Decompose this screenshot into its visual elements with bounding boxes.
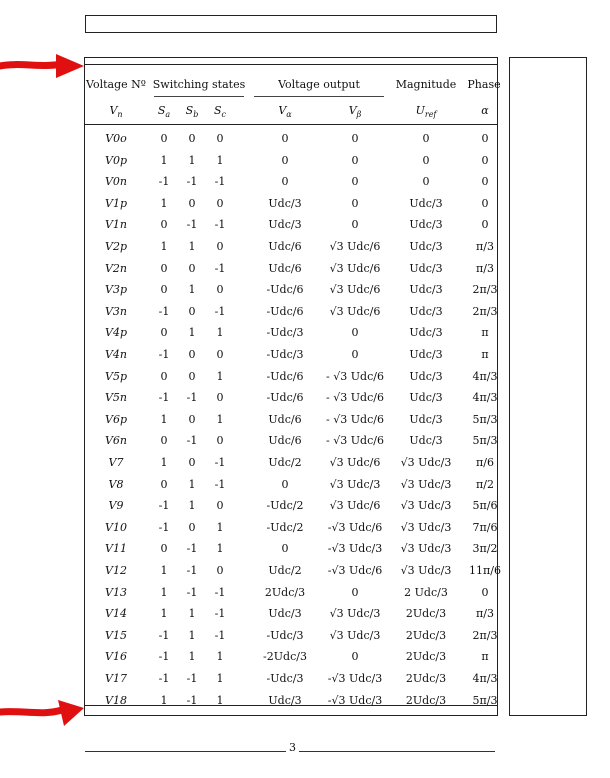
row-magnitude: √3 Udc/3 xyxy=(400,520,452,534)
row-phase: 2π/3 xyxy=(472,628,498,642)
row-phase: π/3 xyxy=(476,261,494,275)
row-v-beta: -√3 Udc/6 xyxy=(327,564,383,577)
table-top-rule xyxy=(84,64,498,65)
table-header-rule xyxy=(84,124,498,125)
row-sb: -1 xyxy=(186,585,198,599)
row-v-alpha: Udc/3 xyxy=(268,218,302,232)
header-sc: $S_c$ xyxy=(213,104,227,119)
row-sa: -1 xyxy=(158,520,170,534)
row-sc: 1 xyxy=(216,672,224,685)
row-voltage-name: V18 xyxy=(105,693,127,707)
table-row xyxy=(84,430,498,452)
row-v-alpha: -2Udc/3 xyxy=(263,650,307,664)
row-v-beta: -√3 Udc/3 xyxy=(327,672,383,685)
row-voltage-name: V11 xyxy=(105,542,127,556)
row-voltage-name: V7 xyxy=(108,456,124,469)
row-magnitude: 0 xyxy=(422,175,430,189)
row-voltage-name: V13 xyxy=(105,585,127,599)
row-v-beta: 0 xyxy=(351,196,359,210)
row-sa: -1 xyxy=(158,391,170,405)
row-voltage-name: V5n xyxy=(104,391,128,405)
row-phase: 4π/3 xyxy=(472,672,498,685)
row-voltage-name: V5p xyxy=(105,369,127,383)
table-row xyxy=(84,214,498,236)
row-sc: 0 xyxy=(216,240,224,253)
row-sb: 1 xyxy=(188,326,196,340)
switching-states-rule xyxy=(154,96,244,97)
row-magnitude: Udc/3 xyxy=(409,218,443,232)
row-v-alpha: -Udc/3 xyxy=(266,348,304,361)
row-voltage-name: V6n xyxy=(104,434,128,448)
row-v-beta: √3 Udc/3 xyxy=(329,628,381,642)
table-row xyxy=(84,603,498,625)
row-voltage-name: V4p xyxy=(105,326,127,340)
row-magnitude: √3 Udc/3 xyxy=(400,477,452,491)
row-magnitude: Udc/3 xyxy=(409,283,443,297)
row-phase: π/3 xyxy=(476,607,494,621)
row-sc: 0 xyxy=(216,434,224,448)
row-sc: 0 xyxy=(216,132,224,145)
row-v-alpha: 0 xyxy=(281,153,289,167)
row-sb: 1 xyxy=(188,650,196,664)
row-v-alpha: -Udc/6 xyxy=(266,283,304,297)
header-voltage-output: Voltage output xyxy=(278,78,360,91)
voltage-output-rule xyxy=(254,96,384,97)
row-sa: 1 xyxy=(160,196,168,210)
header-switching-states: Switching states xyxy=(152,78,246,91)
row-magnitude: 0 xyxy=(422,153,430,167)
row-v-alpha: -Udc/6 xyxy=(266,391,304,405)
row-sc: -1 xyxy=(214,456,226,469)
row-voltage-name: V2p xyxy=(105,240,127,253)
row-sb: 0 xyxy=(188,369,196,383)
row-sc: 1 xyxy=(216,693,224,707)
red-arrow-icon xyxy=(0,52,84,80)
row-voltage-name: V0n xyxy=(104,175,128,189)
row-sa: 0 xyxy=(160,261,168,275)
table-row xyxy=(84,193,498,215)
row-sa: 1 xyxy=(160,693,168,707)
row-voltage-name: V14 xyxy=(105,607,127,621)
page-number: 3 xyxy=(286,741,299,754)
row-phase: 3π/2 xyxy=(472,542,498,556)
row-v-alpha: 0 xyxy=(281,542,289,556)
row-sc: 1 xyxy=(216,520,224,534)
row-voltage-name: V6p xyxy=(105,412,127,426)
row-phase: 2π/3 xyxy=(472,304,498,318)
row-sb: 0 xyxy=(188,412,196,426)
row-sb: 1 xyxy=(188,283,196,297)
row-sa: 0 xyxy=(160,434,168,448)
row-v-alpha: 0 xyxy=(281,132,289,145)
row-voltage-name: V10 xyxy=(105,520,127,534)
row-phase: π xyxy=(481,348,489,361)
row-v-beta: 0 xyxy=(351,650,359,664)
row-v-beta: 0 xyxy=(351,175,359,189)
row-sc: 0 xyxy=(216,196,224,210)
row-v-beta: √3 Udc/6 xyxy=(329,261,381,275)
header-vbeta: $V_\beta$ xyxy=(348,104,362,119)
side-margin-box xyxy=(509,57,587,716)
row-sa: -1 xyxy=(158,672,170,685)
row-v-alpha: Udc/2 xyxy=(268,564,302,577)
header-phase: Phase xyxy=(467,78,501,91)
row-sb: 1 xyxy=(188,240,196,253)
row-sb: 1 xyxy=(188,153,196,167)
row-v-beta: -√3 Udc/6 xyxy=(327,520,383,534)
table-row xyxy=(84,171,498,193)
table-row xyxy=(84,668,498,690)
row-sc: 0 xyxy=(216,283,224,297)
row-magnitude: 2 Udc/3 xyxy=(404,585,448,599)
row-v-beta: 0 xyxy=(351,348,359,361)
table-row xyxy=(84,646,498,668)
row-sc: 1 xyxy=(216,153,224,167)
header-uref: $U_{ref}$ xyxy=(415,104,437,119)
row-sc: -1 xyxy=(214,261,226,275)
row-v-beta: -√3 Udc/3 xyxy=(327,693,383,707)
row-v-alpha: 0 xyxy=(281,175,289,189)
row-magnitude: Udc/3 xyxy=(409,261,443,275)
table-row xyxy=(84,560,501,582)
row-magnitude: √3 Udc/3 xyxy=(400,564,452,577)
row-v-alpha: -Udc/6 xyxy=(266,369,304,383)
row-v-beta: - √3 Udc/6 xyxy=(326,434,384,448)
row-sc: 0 xyxy=(216,348,224,361)
row-v-alpha: 0 xyxy=(281,477,289,491)
table-row xyxy=(84,387,498,409)
row-v-beta: √3 Udc/6 xyxy=(329,456,381,469)
row-magnitude: 2Udc/3 xyxy=(405,672,447,685)
row-sa: -1 xyxy=(158,304,170,318)
row-v-beta: -√3 Udc/3 xyxy=(327,542,383,556)
row-voltage-name: V12 xyxy=(105,564,127,577)
row-magnitude: 2Udc/3 xyxy=(405,650,447,664)
row-v-beta: √3 Udc/6 xyxy=(329,283,381,297)
row-sa: -1 xyxy=(158,628,170,642)
header-alpha: α xyxy=(481,104,489,117)
row-sc: -1 xyxy=(214,628,226,642)
row-v-alpha: -Udc/3 xyxy=(266,326,304,340)
row-sa: 1 xyxy=(160,153,168,167)
table-row xyxy=(84,301,498,323)
row-v-alpha: -Udc/2 xyxy=(266,520,304,534)
row-voltage-name: V4n xyxy=(104,348,128,361)
row-sb: 1 xyxy=(188,477,196,491)
row-v-beta: - √3 Udc/6 xyxy=(326,391,384,405)
row-sa: 0 xyxy=(160,326,168,340)
row-sc: 0 xyxy=(216,499,224,513)
row-phase: 0 xyxy=(481,585,489,599)
row-phase: π xyxy=(481,326,489,340)
red-arrow-icon xyxy=(0,698,84,728)
row-magnitude: Udc/3 xyxy=(409,196,443,210)
row-phase: 5π/3 xyxy=(472,412,498,426)
row-v-beta: √3 Udc/3 xyxy=(329,477,381,491)
row-magnitude: √3 Udc/3 xyxy=(400,499,452,513)
row-phase: 0 xyxy=(481,218,489,232)
row-sb: 1 xyxy=(188,628,196,642)
table-row xyxy=(84,582,498,604)
row-voltage-name: V16 xyxy=(105,650,127,664)
row-phase: 0 xyxy=(481,196,489,210)
row-v-alpha: Udc/6 xyxy=(268,261,302,275)
row-sb: 0 xyxy=(188,196,196,210)
row-phase: 11π/6 xyxy=(469,564,501,577)
row-sb: -1 xyxy=(186,218,198,232)
table-row xyxy=(84,625,498,647)
row-phase: π xyxy=(481,650,489,664)
row-sa: 0 xyxy=(160,132,168,145)
row-sa: -1 xyxy=(158,348,170,361)
row-magnitude: √3 Udc/3 xyxy=(400,542,452,556)
row-sb: 0 xyxy=(188,348,196,361)
header-placeholder-box xyxy=(85,15,497,33)
table-row xyxy=(84,322,498,344)
row-voltage-name: V0p xyxy=(105,153,127,167)
table-row xyxy=(84,344,498,366)
row-sb: 0 xyxy=(188,132,196,145)
row-sa: -1 xyxy=(158,650,170,664)
table-row xyxy=(84,236,498,258)
table-row xyxy=(84,150,498,172)
table-row xyxy=(84,409,498,431)
header-sb: $S_b$ xyxy=(185,104,199,119)
row-phase: π/2 xyxy=(476,477,494,491)
row-sa: 0 xyxy=(160,218,168,232)
row-phase: 0 xyxy=(481,175,489,189)
row-sb: -1 xyxy=(186,693,198,707)
row-sa: 1 xyxy=(160,607,168,621)
row-sb: -1 xyxy=(186,564,198,577)
table-row xyxy=(84,452,498,474)
row-sb: -1 xyxy=(186,434,198,448)
row-sb: 0 xyxy=(188,304,196,318)
row-voltage-name: V17 xyxy=(105,672,127,685)
row-magnitude: Udc/3 xyxy=(409,348,443,361)
table-row xyxy=(84,517,498,539)
row-phase: π/3 xyxy=(476,240,494,253)
row-v-alpha: Udc/6 xyxy=(268,434,302,448)
row-sc: 0 xyxy=(216,564,224,577)
row-sb: -1 xyxy=(186,542,198,556)
row-sc: -1 xyxy=(214,304,226,318)
row-v-alpha: Udc/6 xyxy=(268,412,302,426)
row-v-alpha: Udc/2 xyxy=(268,456,302,469)
row-sc: 1 xyxy=(216,650,224,664)
row-sc: -1 xyxy=(214,218,226,232)
row-magnitude: Udc/3 xyxy=(409,369,443,383)
row-sc: 1 xyxy=(216,412,224,426)
row-phase: 5π/6 xyxy=(472,499,498,513)
row-v-beta: √3 Udc/6 xyxy=(329,304,381,318)
table-row xyxy=(84,366,498,388)
row-v-beta: 0 xyxy=(351,132,359,145)
row-voltage-name: V2n xyxy=(104,261,128,275)
row-voltage-name: V9 xyxy=(108,499,124,513)
row-v-alpha: Udc/3 xyxy=(268,607,302,621)
row-sb: -1 xyxy=(186,391,198,405)
table-row xyxy=(84,690,498,712)
row-v-beta: - √3 Udc/6 xyxy=(326,369,384,383)
row-sa: 1 xyxy=(160,585,168,599)
row-sb: 0 xyxy=(188,520,196,534)
row-sa: 1 xyxy=(160,456,168,469)
row-sa: 0 xyxy=(160,283,168,297)
row-magnitude: Udc/3 xyxy=(409,412,443,426)
row-v-alpha: Udc/3 xyxy=(268,693,302,707)
row-v-alpha: -Udc/2 xyxy=(266,499,304,513)
row-voltage-name: V3n xyxy=(104,304,128,318)
row-magnitude: Udc/3 xyxy=(409,304,443,318)
row-magnitude: Udc/3 xyxy=(409,391,443,405)
row-magnitude: √3 Udc/3 xyxy=(400,456,452,469)
row-phase: 0 xyxy=(481,132,489,145)
header-magnitude: Magnitude xyxy=(395,78,457,91)
header-valpha: $V_\alpha$ xyxy=(278,104,292,119)
row-sc: 1 xyxy=(216,369,224,383)
row-sb: 0 xyxy=(188,456,196,469)
row-phase: 2π/3 xyxy=(472,283,498,297)
row-sc: -1 xyxy=(214,607,226,621)
table-row xyxy=(84,128,498,150)
table-row xyxy=(84,538,498,560)
row-sb: -1 xyxy=(186,175,198,189)
table-row xyxy=(84,279,498,301)
row-phase: 7π/6 xyxy=(472,520,498,534)
row-sa: 1 xyxy=(160,412,168,426)
row-sa: 1 xyxy=(160,240,168,253)
row-v-beta: 0 xyxy=(351,218,359,232)
row-phase: 5π/3 xyxy=(472,693,498,707)
row-v-beta: √3 Udc/6 xyxy=(329,499,381,513)
table-row xyxy=(84,474,498,496)
row-sa: 1 xyxy=(160,564,168,577)
row-magnitude: 0 xyxy=(422,132,430,145)
row-v-alpha: 2Udc/3 xyxy=(264,585,306,599)
row-sb: 1 xyxy=(188,607,196,621)
row-v-alpha: Udc/3 xyxy=(268,196,302,210)
row-phase: 0 xyxy=(481,153,489,167)
row-magnitude: Udc/3 xyxy=(409,240,443,253)
row-sc: -1 xyxy=(214,585,226,599)
row-v-beta: - √3 Udc/6 xyxy=(326,412,384,426)
row-v-alpha: -Udc/3 xyxy=(266,628,304,642)
row-voltage-name: V1n xyxy=(104,218,128,232)
row-v-beta: √3 Udc/6 xyxy=(329,240,381,253)
row-voltage-name: V8 xyxy=(108,477,124,491)
row-sa: 0 xyxy=(160,542,168,556)
row-sa: -1 xyxy=(158,499,170,513)
row-sb: 0 xyxy=(188,261,196,275)
row-sc: 1 xyxy=(216,326,224,340)
header-voltage-no: Voltage Nº xyxy=(86,78,146,91)
row-v-alpha: Udc/6 xyxy=(268,240,302,253)
row-v-beta: 0 xyxy=(351,326,359,340)
row-phase: 4π/3 xyxy=(472,369,498,383)
row-sa: 0 xyxy=(160,477,168,491)
table-row xyxy=(84,258,498,280)
row-voltage-name: V3p xyxy=(105,283,127,297)
row-sb: 1 xyxy=(188,499,196,513)
row-sb: -1 xyxy=(186,672,198,685)
row-magnitude: Udc/3 xyxy=(409,326,443,340)
row-phase: 5π/3 xyxy=(472,434,498,448)
row-magnitude: 2Udc/3 xyxy=(405,693,447,707)
row-sc: 0 xyxy=(216,391,224,405)
header-vn: $V_n$ xyxy=(109,104,123,119)
row-sc: -1 xyxy=(214,477,226,491)
row-voltage-name: V1p xyxy=(105,196,127,210)
row-voltage-name: V15 xyxy=(105,628,127,642)
row-sc: 1 xyxy=(216,542,224,556)
row-magnitude: 2Udc/3 xyxy=(405,628,447,642)
row-v-beta: 0 xyxy=(351,153,359,167)
row-magnitude: Udc/3 xyxy=(409,434,443,448)
row-v-beta: √3 Udc/3 xyxy=(329,607,381,621)
row-v-alpha: -Udc/6 xyxy=(266,304,304,318)
row-v-beta: 0 xyxy=(351,585,359,599)
header-sa: $S_a$ xyxy=(157,104,171,119)
row-phase: π/6 xyxy=(476,456,494,469)
row-magnitude: 2Udc/3 xyxy=(405,607,447,621)
row-voltage-name: V0o xyxy=(105,132,127,145)
table-row xyxy=(84,495,498,517)
row-v-alpha: -Udc/3 xyxy=(266,672,304,685)
row-sa: -1 xyxy=(158,175,170,189)
row-phase: 4π/3 xyxy=(472,391,498,405)
row-sc: -1 xyxy=(214,175,226,189)
row-sa: 0 xyxy=(160,369,168,383)
